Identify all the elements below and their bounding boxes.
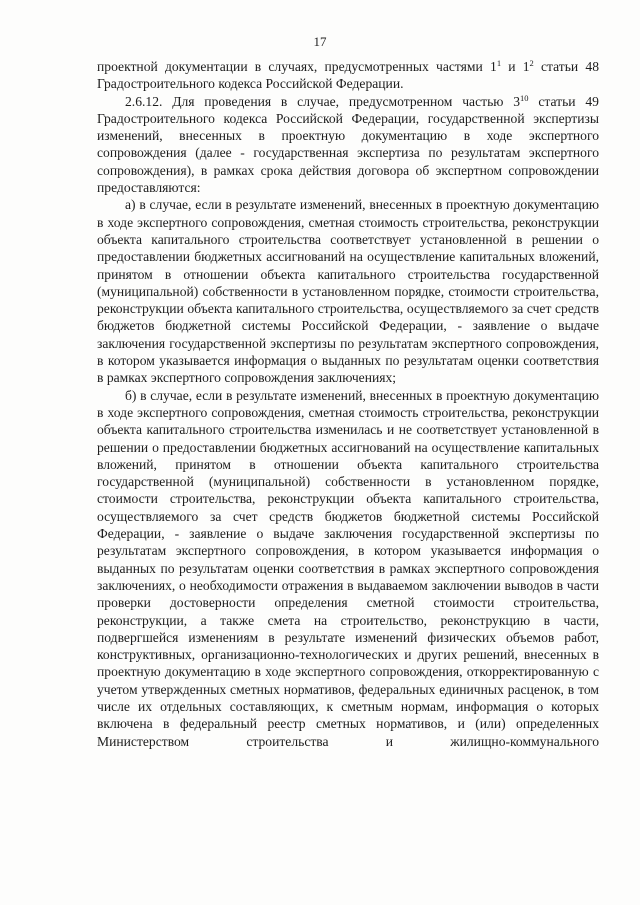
intro-text-3: статьи 48 Градостроительного кодекса Российской Федерации. [97, 59, 599, 92]
clause-text-2: статьи 49 Градостроительного кодекса Российской Федерации, государственной экспертизы изменений, внесенных в проектную документацию в ходе экспертного сопровождения (далее - государственная экспертиза по результатам экспертного сопровождения), в рамках срока действия договора об экспертном сопровождении предоставляются: [97, 93, 599, 196]
document-body [97, 58, 599, 750]
intro-text-1: проектной документации в случаях, предусмотренных частями 1 [97, 59, 497, 74]
clause-superscript: 10 [520, 92, 529, 103]
clause-paragraph [97, 93, 599, 197]
item-b-paragraph: б) в случае, если в результате изменений, внесенных в проектную документацию в ходе экспертного сопровождения, сметная стоимость строительства, реконструкции объекта капитального строительства изменилась и не соответствует установленной в решении о предоставлении бюджетных ассигнований на осуществление капитальных вложений, принятом в отношении объекта капитального строительства государственной (муниципальной) собственности в установленном порядке, стоимости строительства, реконструкции объекта капитального строительства, осуществляемого за счет средств бюджетов бюджетной системы Российской Федерации, - заявление о выдаче заключения государственной экспертизы по результатам экспертного сопровождения, в котором указывается информация о выданных по результатам оценки соответствия в рамках экспертного сопровождения заключениях, о необходимости отражения в выдаваемом заключении выводов в части проверки достоверности определения сметной стоимости строительства, реконструкции, а также смета на строительство, реконструкцию в части, подвергшейся изменениям в результате изменений физических объемов работ, конструктивных, организационно-технологических и других решений, внесенных в проектную документацию в ходе экспертного сопровождения, откорректированную с учетом утвержденных сметных нормативов, федеральных единичных расценок, в том числе их отдельных составляющих, к сметным нормам, информация о которых включена в федеральный реестр сметных нормативов, и (или) определенных Министерством строительства и жилищно-коммунального [97, 387, 599, 749]
intro-paragraph [97, 58, 599, 93]
intro-superscript-2: 2 [529, 58, 534, 68]
item-a-paragraph: а) в случае, если в результате изменений, внесенных в проектную документацию в ходе экспертного сопровождения, сметная стоимость строительства, реконструкции объекта капитального строительства соответствует установленной в решении о предоставлении бюджетных ассигнований на осуществление капитальных вложений, принятом в отношении объекта капитального строительства государственной (муниципальной) собственности в установленном порядке, стоимости строительства, реконструкции объекта капитального строительства, осуществляемого за счет средств бюджетов бюджетной системы Российской Федерации, - заявление о выдаче заключения государственной экспертизы по результатам экспертного сопровождения, в котором указывается информация о выданных по результатам оценки соответствия в рамках экспертного сопровождения заключениях; [97, 197, 599, 386]
clause-text-1: 2.6.12. Для проведения в случае, предусмотренном частью 3 [125, 93, 521, 109]
intro-text-2: и 1 [501, 59, 530, 74]
page-number: 17 [313, 34, 327, 49]
intro-superscript-1: 1 [496, 58, 502, 68]
